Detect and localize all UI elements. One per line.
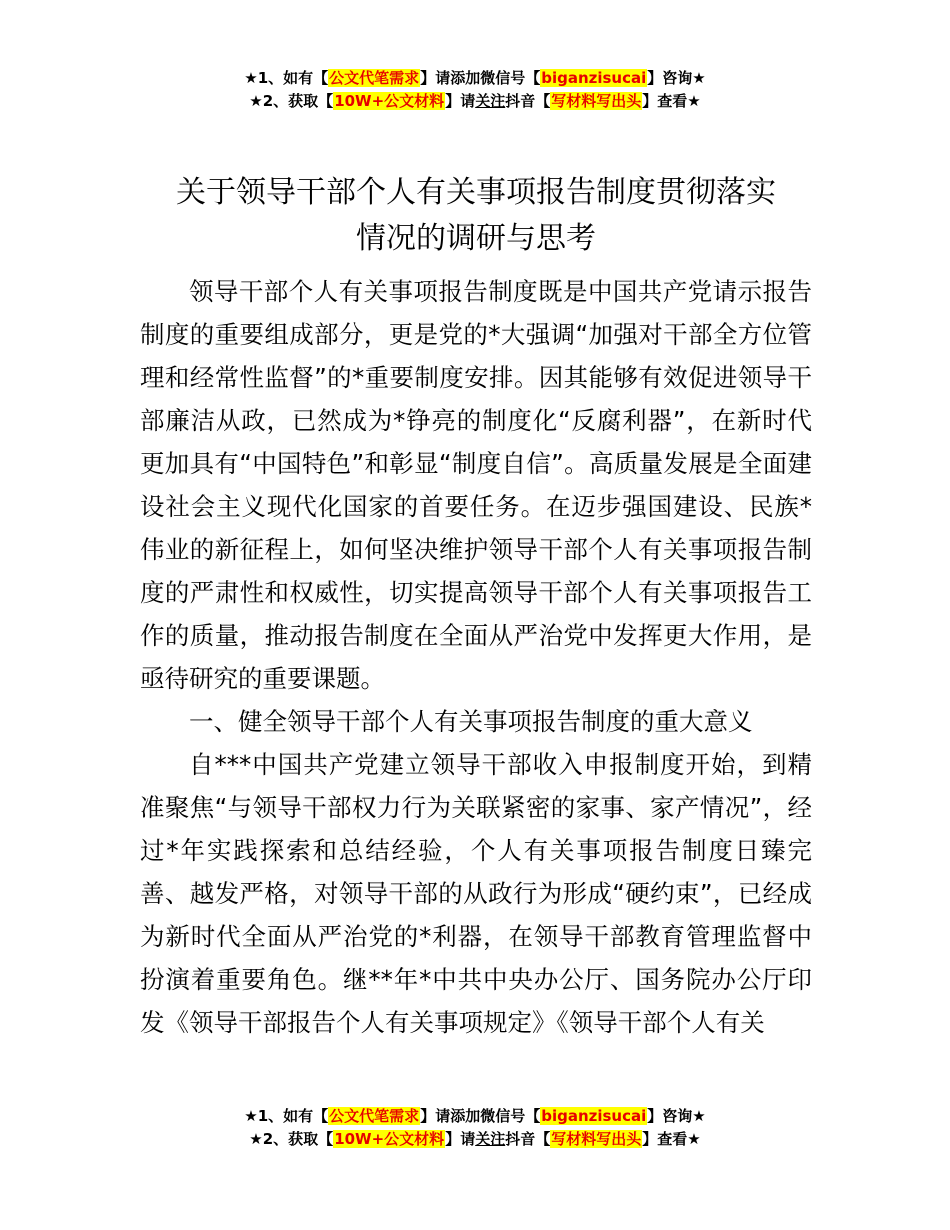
promo-text: 抖音【	[505, 1130, 551, 1148]
promo-text: 抖音【	[505, 92, 551, 110]
promo-text: 】查看★	[642, 92, 701, 110]
promo-text: 】请	[445, 92, 476, 110]
body-paragraph: 领导干部个人有关事项报告制度既是中国共产党请示报告制度的重要组成部分，更是党的*大强调“加强对干部全方位管理和经常性监督”的*重要制度安排。因其能够有效促进领导干部廉洁从政，已然成为*铮亮的制度化“反腐利器”，在新时代更加具有“中国特色”和彰显“制度自信”。高质量发展是全面建设社会主义现代化国家的首要任务。在迈步强国建设、民族*伟业的新征程上，如何坚决维护领导干部个人有关事项报告制度的严肃性和权威性，切实提高领导干部个人有关事项报告工作的质量，推动报告制度在全面从严治党中发挥更大作用，是亟待研究的重要课题。	[140, 277, 812, 693]
promo-highlight: 写材料写出头	[551, 92, 642, 110]
promo-text: ★2、获取【	[249, 1130, 334, 1148]
promo-text: ★2、获取【	[249, 92, 334, 110]
promo-text: 】请	[445, 1130, 476, 1148]
document-body	[140, 270, 812, 1044]
promo-line-1	[0, 67, 950, 90]
promo-underlined: 关注	[475, 92, 506, 110]
promo-highlight: 公文代笔需求	[329, 1107, 420, 1125]
promo-highlight: biganzisucai	[541, 69, 647, 87]
promo-underlined: 关注	[475, 1130, 506, 1148]
promo-banner-top	[0, 67, 950, 113]
promo-text: 】请添加微信号【	[420, 1107, 541, 1125]
promo-highlight: 10W+公文材料	[334, 1130, 445, 1148]
promo-line-2	[0, 90, 950, 113]
promo-highlight: 公文代笔需求	[329, 69, 420, 87]
promo-highlight: 10W+公文材料	[334, 92, 445, 110]
promo-text: 】咨询★	[647, 69, 706, 87]
body-paragraph: 自***中国共产党建立领导干部收入申报制度开始，到精准聚焦“与领导干部权力行为关联紧密的家事、家产情况”，经过*年实践探索和总结经验，个人有关事项报告制度日臻完善、越发严格，对领导干部的从政行为形成“硬约束”，已经成为新时代全面从严治党的*利器，在领导干部教育管理监督中扮演着重要角色。继**年*中共中央办公厅、国务院办公厅印发《领导干部报告个人有关事项规定》《领导干部个人有关	[140, 750, 812, 1037]
promo-highlight: 写材料写出头	[551, 1130, 642, 1148]
promo-text: 】请添加微信号【	[420, 69, 541, 87]
section-heading: 一、健全领导干部个人有关事项报告制度的重大意义	[189, 707, 753, 736]
promo-text: ★1、如有【	[244, 69, 329, 87]
title-line: 关于领导干部个人有关事项报告制度贯彻落实	[176, 175, 776, 210]
promo-line-1	[0, 1105, 950, 1128]
promo-line-2	[0, 1128, 950, 1151]
promo-text: ★1、如有【	[244, 1107, 329, 1125]
promo-banner-bottom	[0, 1105, 950, 1151]
title-line: 情况的调研与思考	[356, 221, 596, 256]
promo-text: 】查看★	[642, 1130, 701, 1148]
document-title	[140, 170, 812, 262]
promo-text: 】咨询★	[647, 1107, 706, 1125]
promo-highlight: biganzisucai	[541, 1107, 647, 1125]
